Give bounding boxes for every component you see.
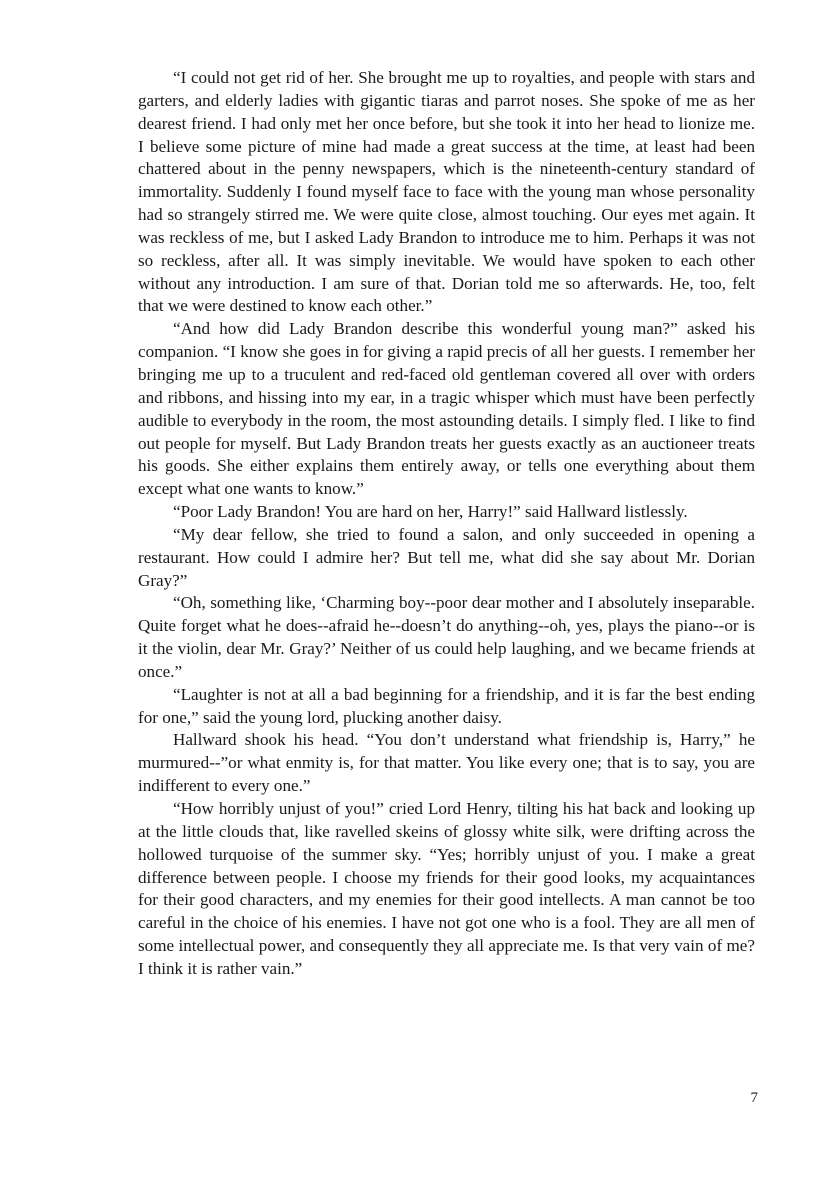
paragraph: “My dear fellow, she tried to found a salon, and only succeeded in opening a restaurant. How could I admire her? But tell me, what did she say about Mr. Dorian Gray?” [138, 524, 755, 590]
paragraph: “And how did Lady Brandon describe this wonderful young man?” asked his companion. “I know she goes in for giving a rapid precis of all her guests. I remember her bringing me up to a truculent and red-faced old gentleman covered all over with orders and ribbons, and hissing into my ear, in a tragic whisper which must have been perfectly audible to everybody in the room, the most astounding details. I simply fled. I like to find out people for myself. But Lady Brandon treats her guests exactly as an auctioneer treats his goods. She either explains them entirely away, or tells one everything about them except what one wants to know.” [138, 319, 755, 499]
body-text [138, 67, 755, 981]
paragraph: “Laughter is not at all a bad beginning for a friendship, and it is far the best ending for one,” said the young lord, plucking another daisy. [138, 684, 755, 727]
paragraph: “Oh, something like, ‘Charming boy--poor dear mother and I absolutely inseparable. Quite forget what he does--afraid he--doesn’t do anything--oh, yes, plays the piano--or is it the violin, dear Mr. Gray?’ Neither of us could help laughing, and we became friends at once.” [138, 593, 755, 681]
paragraph: “I could not get rid of her. She brought me up to royalties, and people with stars and garters, and elderly ladies with gigantic tiaras and parrot noses. She spoke of me as her dearest friend. I had only met her once before, but she took it into her head to lionize me. I believe some picture of mine had made a great success at the time, at least had been chattered about in the penny newspapers, which is the nineteenth-century standard of immortality. Suddenly I found myself face to face with the young man whose personality had so strangely stirred me. We were quite close, almost touching. Our eyes met again. It was reckless of me, but I asked Lady Brandon to introduce me to him. Perhaps it was not so reckless, after all. It was simply inevitable. We would have spoken to each other without any introduction. I am sure of that. Dorian told me so afterwards. He, too, felt that we were destined to know each other.” [138, 68, 755, 316]
paragraph: Hallward shook his head. “You don’t understand what friendship is, Harry,” he murmured--”or what enmity is, for that matter. You like every one; that is to say, you are indifferent to every one.” [138, 730, 755, 796]
paragraph: “How horribly unjust of you!” cried Lord Henry, tilting his hat back and looking up at the little clouds that, like ravelled skeins of glossy white silk, were drifting across the hollowed turquoise of the summer sky. “Yes; horribly unjust of you. I make a great difference between people. I choose my friends for their good looks, my acquaintances for their good characters, and my enemies for their good intellects. A man cannot be too careful in the choice of his enemies. I have not got one who is a fool. They are all men of some intellectual power, and consequently they all appreciate me. Is that very vain of me? I think it is rather vain.” [138, 799, 755, 978]
paragraph: “Poor Lady Brandon! You are hard on her, Harry!” said Hallward listlessly. [173, 502, 688, 522]
page-number: 7 [750, 1090, 758, 1106]
